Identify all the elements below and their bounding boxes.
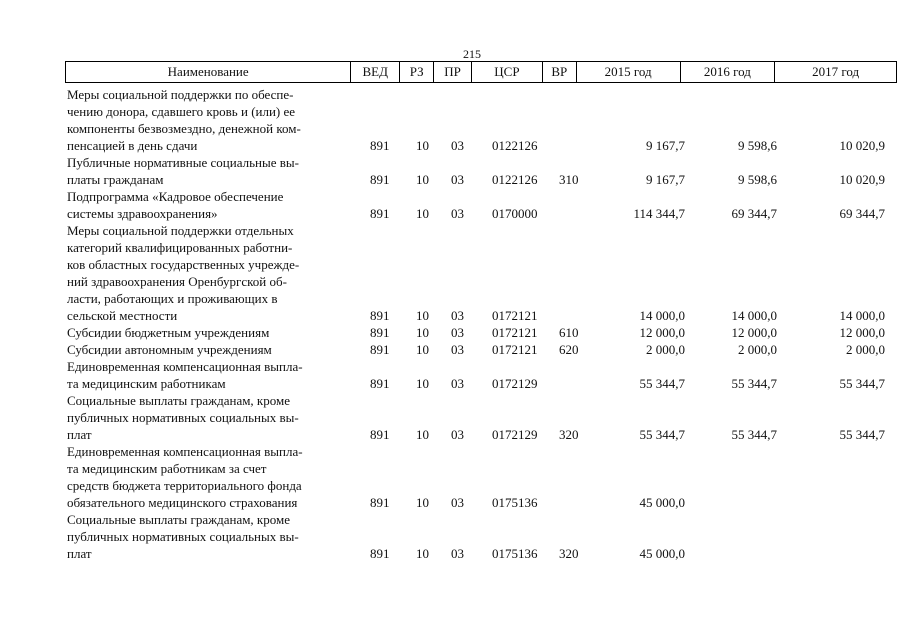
cell-y2016: 69 344,7 [731, 206, 777, 221]
row-name [67, 222, 352, 324]
cell-y2015: 9 167,7 [646, 138, 685, 153]
cell-y2015: 55 344,7 [639, 427, 685, 442]
cell-csr: 0175136 [492, 495, 538, 510]
cell-rz: 10 [416, 495, 429, 510]
row-name-line: ласти, работающих и проживающих в [67, 291, 278, 306]
row-name-line: системы здравоохранения» [67, 206, 218, 221]
table-row [67, 324, 897, 341]
row-name [67, 188, 352, 222]
row-name-line: Меры социальной поддержки по обеспе- [67, 87, 294, 102]
row-name [67, 511, 352, 562]
table-row [67, 511, 897, 562]
table-row [67, 341, 897, 358]
cell-rz: 10 [416, 308, 429, 323]
cell-y2016: 55 344,7 [731, 427, 777, 442]
cell-y2015: 9 167,7 [646, 172, 685, 187]
cell-ved: 891 [370, 206, 390, 221]
cell-vr: 310 [559, 172, 579, 187]
cell-rz: 10 [416, 206, 429, 221]
table-row [67, 443, 897, 511]
cell-pr: 03 [451, 206, 464, 221]
cell-y2016: 14 000,0 [731, 308, 777, 323]
cell-ved: 891 [370, 172, 390, 187]
row-name-line: Подпрограмма «Кадровое обеспечение [67, 189, 284, 204]
row-name-line: Единовременная компенсационная выпла- [67, 359, 303, 374]
cell-pr: 03 [451, 376, 464, 391]
cell-y2017: 55 344,7 [839, 376, 885, 391]
cell-pr: 03 [451, 495, 464, 510]
cell-y2017: 55 344,7 [839, 427, 885, 442]
page-number: 215 [463, 47, 481, 61]
cell-rz: 10 [416, 342, 429, 357]
cell-pr: 03 [451, 342, 464, 357]
cell-csr: 0122126 [492, 138, 538, 153]
row-name-line: платы гражданам [67, 172, 164, 187]
cell-y2017: 69 344,7 [839, 206, 885, 221]
table-header [65, 61, 897, 83]
row-name [67, 324, 352, 341]
row-name-line: публичных нормативных социальных вы- [67, 410, 299, 425]
row-name-line: средств бюджета территориального фонда [67, 478, 302, 493]
cell-csr: 0122126 [492, 172, 538, 187]
cell-pr: 03 [451, 546, 464, 561]
header-2017: 2017 год [812, 64, 860, 79]
cell-y2015: 12 000,0 [639, 325, 685, 340]
cell-rz: 10 [416, 172, 429, 187]
row-name-line: плат [67, 427, 92, 442]
row-name [67, 443, 352, 511]
cell-y2016: 55 344,7 [731, 376, 777, 391]
cell-ved: 891 [370, 376, 390, 391]
row-name-line: Субсидии автономным учреждениям [67, 342, 272, 357]
row-name [67, 86, 352, 154]
cell-pr: 03 [451, 427, 464, 442]
row-name [67, 154, 352, 188]
row-name-line: категорий квалифицированных работни- [67, 240, 293, 255]
row-name-line: обязательного медицинского страхования [67, 495, 298, 510]
cell-y2016: 9 598,6 [738, 172, 777, 187]
cell-rz: 10 [416, 138, 429, 153]
row-name-line: чению донора, сдавшего кровь и (или) ее [67, 104, 296, 119]
row-name-line: Единовременная компенсационная выпла- [67, 444, 303, 459]
cell-ved: 891 [370, 342, 390, 357]
cell-csr: 0172129 [492, 376, 538, 391]
cell-rz: 10 [416, 546, 429, 561]
header-rz: РЗ [400, 62, 434, 82]
cell-y2017: 10 020,9 [839, 172, 885, 187]
cell-csr: 0172121 [492, 325, 538, 340]
row-name-line: Социальные выплаты гражданам, кроме [67, 393, 290, 408]
table-row [67, 392, 897, 443]
row-name-line: Меры социальной поддержки отдельных [67, 223, 294, 238]
row-name-line: ний здравоохранения Оренбургской об- [67, 274, 287, 289]
row-name [67, 341, 352, 358]
table-row [67, 222, 897, 324]
row-name [67, 358, 352, 392]
header-pr: ПР [434, 62, 472, 82]
cell-ved: 891 [370, 138, 390, 153]
header-2015: 2015 год [577, 62, 681, 82]
header-ved: ВЕД [351, 62, 400, 82]
row-name-line: плат [67, 546, 92, 561]
cell-y2017: 12 000,0 [839, 325, 885, 340]
row-name-line: пенсацией в день сдачи [67, 138, 198, 153]
cell-y2015: 2 000,0 [646, 342, 685, 357]
row-name-line: сельской местности [67, 308, 178, 323]
header-vr: ВР [543, 62, 577, 82]
cell-rz: 10 [416, 427, 429, 442]
table-body [67, 86, 897, 562]
cell-ved: 891 [370, 495, 390, 510]
cell-rz: 10 [416, 325, 429, 340]
cell-ved: 891 [370, 546, 390, 561]
header-name: Наименование [66, 62, 351, 82]
row-name [67, 392, 352, 443]
row-name-line: ков областных государственных учрежде- [67, 257, 300, 272]
cell-ved: 891 [370, 325, 390, 340]
table-row [67, 188, 897, 222]
cell-y2016: 2 000,0 [738, 342, 777, 357]
cell-y2017: 10 020,9 [839, 138, 885, 153]
cell-csr: 0170000 [492, 206, 538, 221]
cell-pr: 03 [451, 138, 464, 153]
cell-vr: 610 [559, 325, 579, 340]
cell-pr: 03 [451, 172, 464, 187]
cell-ved: 891 [370, 308, 390, 323]
cell-y2017: 2 000,0 [846, 342, 885, 357]
cell-pr: 03 [451, 308, 464, 323]
cell-y2017: 14 000,0 [839, 308, 885, 323]
cell-csr: 0172121 [492, 308, 538, 323]
row-name-line: Публичные нормативные социальные вы- [67, 155, 299, 170]
row-name-line: Социальные выплаты гражданам, кроме [67, 512, 290, 527]
header-csr: ЦСР [472, 62, 543, 82]
row-name-line: та медицинским работникам [67, 376, 226, 391]
cell-y2015: 45 000,0 [639, 546, 685, 561]
cell-y2015: 45 000,0 [639, 495, 685, 510]
cell-csr: 0172121 [492, 342, 538, 357]
table-row [67, 86, 897, 154]
row-name-line: компоненты безвозмездно, денежной ком- [67, 121, 301, 136]
cell-vr: 320 [559, 546, 579, 561]
cell-vr: 320 [559, 427, 579, 442]
cell-csr: 0175136 [492, 546, 538, 561]
cell-ved: 891 [370, 427, 390, 442]
table-row [67, 358, 897, 392]
row-name-line: публичных нормативных социальных вы- [67, 529, 299, 544]
cell-pr: 03 [451, 325, 464, 340]
cell-vr: 620 [559, 342, 579, 357]
row-name-line: Субсидии бюджетным учреждениям [67, 325, 270, 340]
table-row [67, 154, 897, 188]
row-name-line: та медицинским работникам за счет [67, 461, 267, 476]
cell-y2015: 14 000,0 [639, 308, 685, 323]
cell-y2016: 12 000,0 [731, 325, 777, 340]
cell-rz: 10 [416, 376, 429, 391]
cell-y2015: 114 344,7 [633, 206, 685, 221]
cell-y2015: 55 344,7 [639, 376, 685, 391]
cell-y2016: 9 598,6 [738, 138, 777, 153]
header-2016: 2016 год [681, 62, 776, 82]
cell-csr: 0172129 [492, 427, 538, 442]
